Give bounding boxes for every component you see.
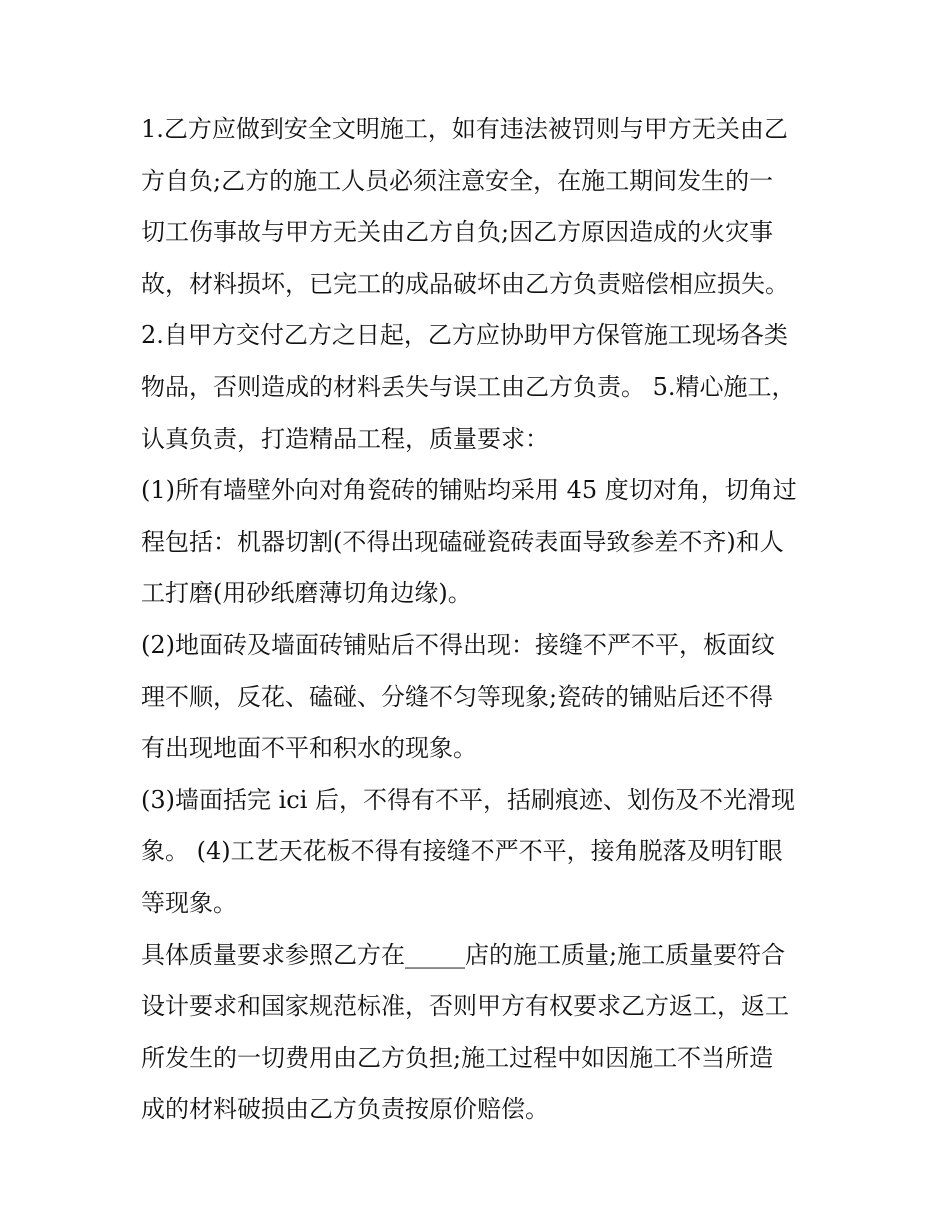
text-line: (1)所有墙壁外向对角瓷砖的铺贴均采用 45 度切对角，切角过 (141, 476, 797, 505)
text-line: 理不顺，反花、磕碰、分缝不匀等现象;瓷砖的铺贴后还不得 (141, 682, 774, 711)
text-line: 程包括：机器切割(不得出现磕碰瓷砖表面导致参差不齐)和人 (141, 527, 784, 556)
text-line: 象。 (4)工艺天花板不得有接缝不严不平，接角脱落及明钉眼 (141, 837, 783, 866)
text-line: (3)墙面括完 ici 后，不得有不平，括刷痕迹、划伤及不光滑现 (141, 785, 796, 814)
text-line: 成的材料破损由乙方负责按原价赔偿。 (141, 1095, 549, 1124)
text-line: 切工伤事故与甲方无关由乙方自负;因乙方原因造成的火灾事 (141, 218, 774, 247)
text-line: 具体质量要求参照乙方在_____店的施工质量;施工质量要符合 (141, 940, 786, 969)
text-line: 设计要求和国家规范标准，否则甲方有权要求乙方返工，返工 (141, 992, 789, 1021)
text-line: 故，材料损坏，已完工的成品破坏由乙方负责赔偿相应损失。 (141, 269, 789, 298)
text-line: 等现象。 (141, 888, 237, 917)
text-line: 所发生的一切费用由乙方负担;施工过程中如因施工不当所造 (141, 1043, 774, 1072)
text-line: 方自负;乙方的施工人员必须注意安全，在施工期间发生的一 (141, 166, 774, 195)
text-line: 物品，否则造成的材料丢失与误工由乙方负责。 5.精心施工， (141, 372, 796, 401)
text-line: (2)地面砖及墙面砖铺贴后不得出现：接缝不严不平，板面纹 (141, 630, 775, 659)
text-line: 工打磨(用砂纸磨薄切角边缘)。 (141, 579, 472, 608)
text-line: 认真负责，打造精品工程，质量要求： (141, 424, 549, 453)
text-line: 有出现地面不平和积水的现象。 (141, 734, 477, 763)
text-line: 1.乙方应做到安全文明施工，如有违法被罚则与甲方无关由乙 (141, 115, 788, 143)
text-line: 2.自甲方交付乙方之日起，乙方应协助甲方保管施工现场各类 (141, 321, 788, 350)
contract-text-block (141, 104, 821, 1136)
